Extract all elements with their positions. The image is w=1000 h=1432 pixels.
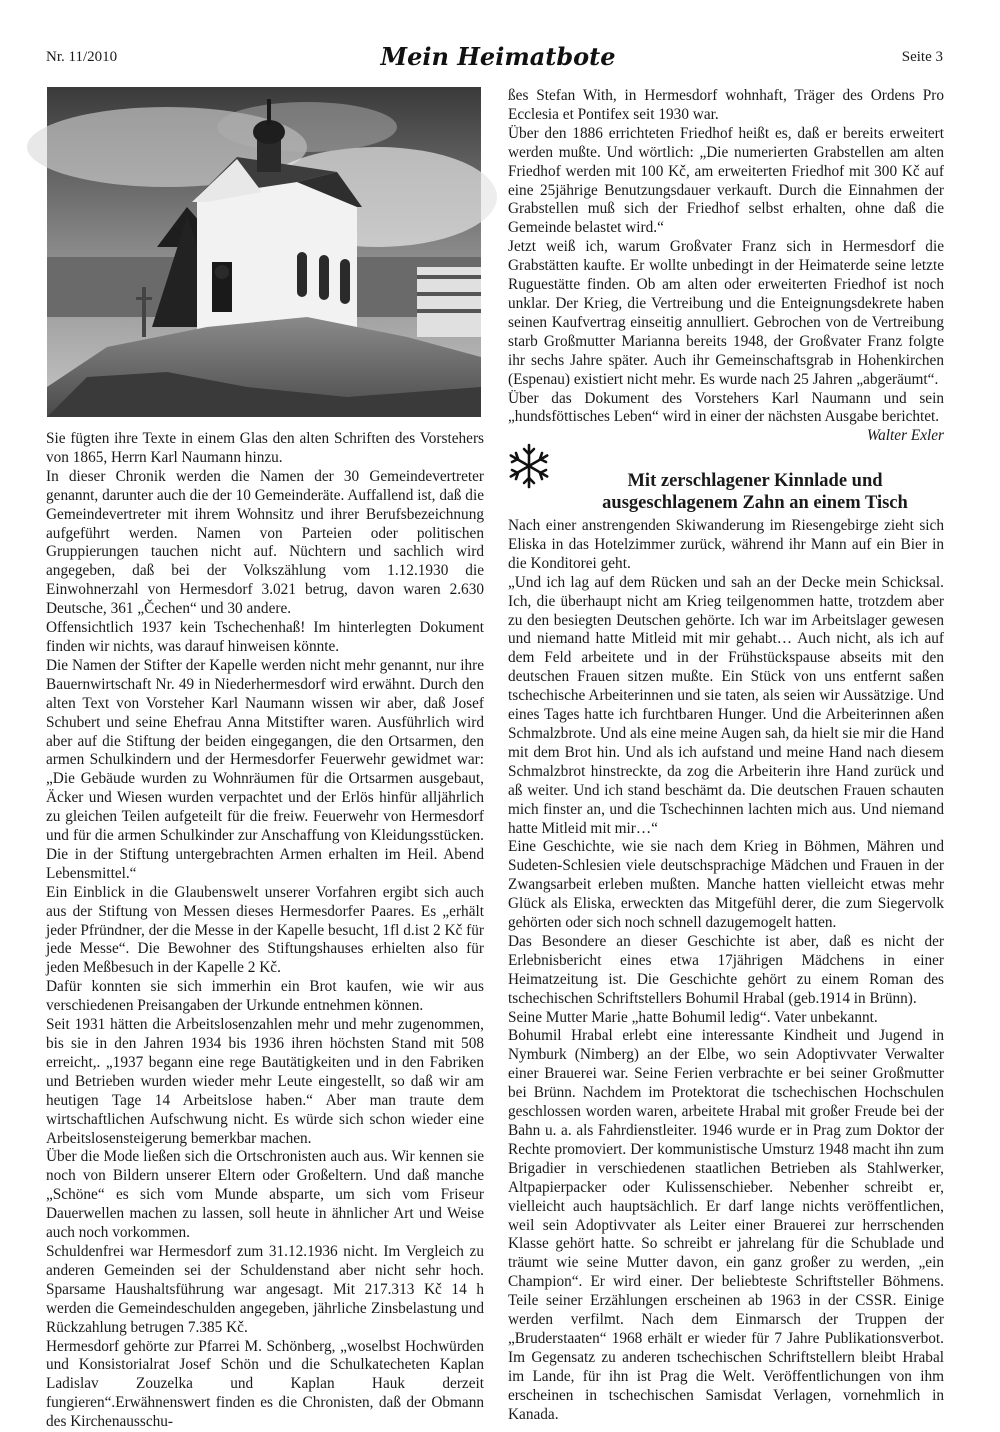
paragraph: Seit 1931 hätten die Arbeitslosenzahlen mehr und mehr zugenommen, bis sie in den Jahren 1934 bis 1936 ihren höchsten Stand mit 508 erreicht,. „1937 begann eine rege Bautätigkeiten und in den Fabriken und Betrieben wurden wieder mehr Leute eingestellt, so daß wir am heutigen Tage 14 Arbeitslose haben.“ Aber man traute dem wirtschaftlichen Aufschwung nicht. Es würde sich schon wieder eine Arbeitslosensteigerung bemerkbar machen. bbox=[46, 1016, 484, 1148]
article-headline bbox=[560, 470, 950, 514]
paragraph: Über das Dokument des Vorstehers Karl Naumann und sein „hundsföttisches Leben“ wird in einer der nächsten Ausgabe berichtet. bbox=[508, 390, 944, 428]
paragraph: Das Besondere an dieser Geschichte ist aber, daß es nicht der Erlebnisbericht eines etwa 17jährigen Mädchens in einer Heimatzeitung ist. Die Geschichte gehört zu einem Roman des tschechischen Schriftstellers Bohumil Hrabal (geb.1914 in Brünn). bbox=[508, 933, 944, 1009]
paragraph: Über die Mode ließen sich die Ortschronisten auch aus. Wir kennen sie noch von Bildern unserer Eltern oder Großeltern. Und daß manche „Schöne“ es sich vom Munde absparte, um sich vom Friseur Dauerwellen machen zu lassen, soll heute in ähnlicher Art und Weise auch noch vorkommen. bbox=[46, 1148, 484, 1243]
paragraph: Über den 1886 errichteten Friedhof heißt es, daß er bereits erweitert werden mußte. Und wörtlich: „Die numerierten Grabstellen am alten Friedhof werden mit 100 Kč, am erweiterten Friedhof mit 300 Kč auf eine 25jährige Benutzungsdauer verkauft. Durch die Einnahmen der Grabstellen muß sich der Friedhof selbst erhalten, ohne daß die Gemeinde belastet wird.“ bbox=[508, 125, 944, 238]
paragraph: ßes Stefan With, in Hermesdorf wohnhaft, Träger des Ordens Pro Ecclesia et Pontifex seit 1930 war. bbox=[508, 87, 944, 125]
left-column-text bbox=[46, 430, 484, 1432]
paragraph: Bohumil Hrabal erlebt eine interessante Kindheit und Jugend in Nymburk (Nimberg) an der Elbe, wo sein Adoptivvater Verwalter einer Brauerei war. Seine Ferien verbrachte er bei seiner Großmutter bei Brünn. Nachdem im Protektorat die tschechischen Hochschulen geschlossen worden waren, arbeitete Hrabal mit großer Freude bei der Bahn u. a. als Fahrdienstleiter. 1946 wurde er in Prag zum Doktor der Rechte promoviert. Der kommunistische Umsturz 1948 macht ihn zum Brigadier in verschiedenen staatlichen Betrieben als Stahlwerker, Altpapierpacker oder Kulissenschieber. Nebenher schreibt er, vielleicht auch hauptsächlich. Er darf lange nichts veröffentlichen, weil sein Adoptivvater als Leiter einer Brauerei zur herrschenden Klasse gehört hatte. So schreibt er jahrelang für die Schublade und träumt wie seine Mutter davon, ein ganz großer zu werden, „ein Champion“. Er wird einer. Der beliebteste Schriftsteller Böhmens. Teile seiner Erzählungen erscheinen ab 1963 in der CSSR. Einige werden verfilmt. Nach dem Einmarsch der Truppen der „Bruderstaaten“ 1968 erhält er wieder für 7 Jahre Publikationsverbot. Im Gegensatz zu anderen tschechischen Schriftstellern bleibt Hrabal im Lande, für ihn ist Prag die Welt. Veröffentlichungen von ihm erscheinen in tschechischen Samisdat Verlagen, vornehmlich in Kanada. bbox=[508, 1027, 944, 1424]
paragraph: Die Namen der Stifter der Kapelle werden nicht mehr genannt, nur ihre Bauernwirtschaft Nr. 49 in Niederhermesdorf wird erwähnt. Durch den alten Text von Vorsteher Karl Naumann wissen wir aber, daß Josef Schubert und seine Ehefrau Anna Mitstifter waren. Ausführlich wird aber auf die Stiftung der beiden eingegangen, die den Ortsarmen, den armen Schulkindern und der Hermesdorfer Feuerwehr gewidmet war: „Die Gebäude wurden zu Wohnräumen für die Ortsarmen ausgebaut, Äcker und Wiesen wurden verpachtet und der Erlös hinfür alljährlich zu gleichen Teilen aufgeteilt für die freiw. Feuerwehr von Hermesdorf und für die armen Schulkinder zur Anschaffung von Kleidungsstücken. Die in der Stiftung untergebrachten Armen erhalten im Heil. Abend Lebensmittel.“ bbox=[46, 657, 484, 884]
paragraph: Offensichtlich 1937 kein Tschechenhaß! Im hinterlegten Dokument finden wir nichts, was darauf hinweisen könnte. bbox=[46, 619, 484, 657]
masthead-logo bbox=[408, 36, 588, 76]
page-number: Seite 3 bbox=[902, 49, 943, 66]
author-signature: Walter Exler bbox=[508, 427, 944, 446]
paragraph: Eine Geschichte, wie sie nach dem Krieg in Böhmen, Mähren und Sudeten-Schlesien viele deutschsprachige Mädchen und Frauen in der Zwangsarbeit erleben mußten. Manche hatten vielleicht etwas mehr Glück als Eliska, erweckten das Mitgefühl derer, die zum Siegervolk gehörten oder sich noch schnell dazugemogelt hatten. bbox=[508, 838, 944, 933]
headline-line: ausgeschlagenem Zahn an einem Tisch bbox=[560, 492, 950, 514]
paragraph: Ein Einblick in die Glaubenswelt unserer Vorfahren ergibt sich auch aus der Stiftung von Messen dieses Hermesdorfer Paares. Es „erhält jeder Pfründner, der die Messe in der Kapelle besucht, 1fl d.ist 2 Kč für jede Messe“. Die Bewohner des Stiftungshauses erhielten also für jeden Meßbesuch in der Kapelle 2 Kč. bbox=[46, 884, 484, 979]
paragraph: Hermesdorf gehörte zur Pfarrei M. Schönberg, „woselbst Hochwürden und Konsistorialrat Josef Schön und die Schulkatecheten Kaplan Ladislav Zouzelka und Kaplan Hauk derzeit fungieren“.Erwähnenswert finden es die Chronisten, daß der Obmann des Kirchenausschu- bbox=[46, 1338, 484, 1432]
paragraph: Nach einer anstrengenden Skiwanderung im Riesengebirge zieht sich Eliska in das Hotelzimmer zurück, während ihr Mann auf ein Bier in die Konditorei geht. bbox=[508, 517, 944, 574]
headline-line: Mit zerschlagener Kinnlade und bbox=[560, 470, 950, 492]
paragraph: „Und ich lag auf dem Rücken und sah an der Decke mein Schicksal. Ich, die überhaupt nicht am Krieg teilgenommen hatte, trotzdem aber zu den besiegten Deutschen gehörte. Ich war im Arbeitslager gewesen und niemand hatte Mitleid mit mir gehabt… Auch nicht, als ich auf dem Feld arbeitete und in der Frühstückspause abseits mit den deutschen Frauen sitzen mußte. Ein Stück von uns entfernt saßen tschechische Arbeiterinnen und sie taten, als seien wir Aussätzige. Und eines Tages hatte ich furchtbaren Hunger. Und die Arbeiterinnen aßen Schmalzbrote. Und als eine meine Augen sah, da hielt sie mir die Hand mit dem Brot hin. Und als ich aufstand und meine Hand nach diesem Schmalzbrot hinstreckte, da zog die Arbeiterin ihre Hand zurück und aß weiter. Und ich stand beschämt da. Die deutschen Frauen schauten mich finster an, und die Tschechinnen lachten mich aus. Und niemand hatte Mitleid mit mir…“ bbox=[508, 574, 944, 839]
right-column-continuation bbox=[508, 87, 944, 446]
masthead-text: Mein Heimatbote bbox=[380, 42, 616, 71]
issue-number: Nr. 11/2010 bbox=[46, 49, 117, 66]
snowflake-icon bbox=[505, 442, 553, 490]
paragraph: Jetzt weiß ich, warum Großvater Franz sich in Hermesdorf die Grabstätten kaufte. Er wollte unbedingt in der Heimaterde seine letzte Ruguestätte finden. Ob am alten oder erweiterten Friedhof ist noch unklar. Der Krieg, die Vertreibung und die Enteignungsdekrete haben seinen Kaufvertrag einseitig annulliert. Gebrochen von de Vertreibung starb Großmutter Marianna bereits 1948, der Großvater Franz folgte ihr sechs Jahre später. Auch ihr Gemeinschaftsgrab in Hohenkirchen (Espenau) existiert nicht mehr. Es wurde nach 25 Jahren „abgeräumt“. bbox=[508, 238, 944, 389]
paragraph: Schuldenfrei war Hermesdorf zum 31.12.1936 nicht. Im Vergleich zu anderen Gemeinden sei der Schuldenstand aber nicht sehr hoch. Sparsame Haushaltsführung war angesagt. Mit 217.313 Kč 14 h werden die Gemeindeschulden angegeben, jährliche Zinsbelastung und Rückzahlung betrugen 7.385 Kč. bbox=[46, 1243, 484, 1338]
paragraph: Dafür konnten sie sich immerhin ein Brot kaufen, wie wir aus verschiedenen Preisangaben der Urkunde entnehmen können. bbox=[46, 978, 484, 1016]
chapel-photo bbox=[47, 87, 481, 417]
paragraph: In dieser Chronik werden die Namen der 30 Gemeindevertreter genannt, darunter auch die der 10 Gemeinderäte. Auffallend ist, daß die Gemeindevertreter mit ihrem Wohnsitz und ihrer Berufsbezeichnung aufgeführt werden. Namen von Parteien oder politischen Gruppierungen tauchen nicht auf. Nüchtern und sachlich wird angegeben, daß bei der Volkszählung vom 1.12.1930 die Einwohnerzahl von Hermesdorf 3.021 betrug, davon waren 2.630 Deutsche, 361 „Čechen“ und 30 andere. bbox=[46, 468, 484, 619]
article-body bbox=[508, 517, 944, 1425]
paragraph: Sie fügten ihre Texte in einem Glas den alten Schriften des Vorstehers von 1865, Herrn Karl Naumann hinzu. bbox=[46, 430, 484, 468]
paragraph: Seine Mutter Marie „hatte Bohumil ledig“. Vater unbekannt. bbox=[508, 1009, 944, 1028]
